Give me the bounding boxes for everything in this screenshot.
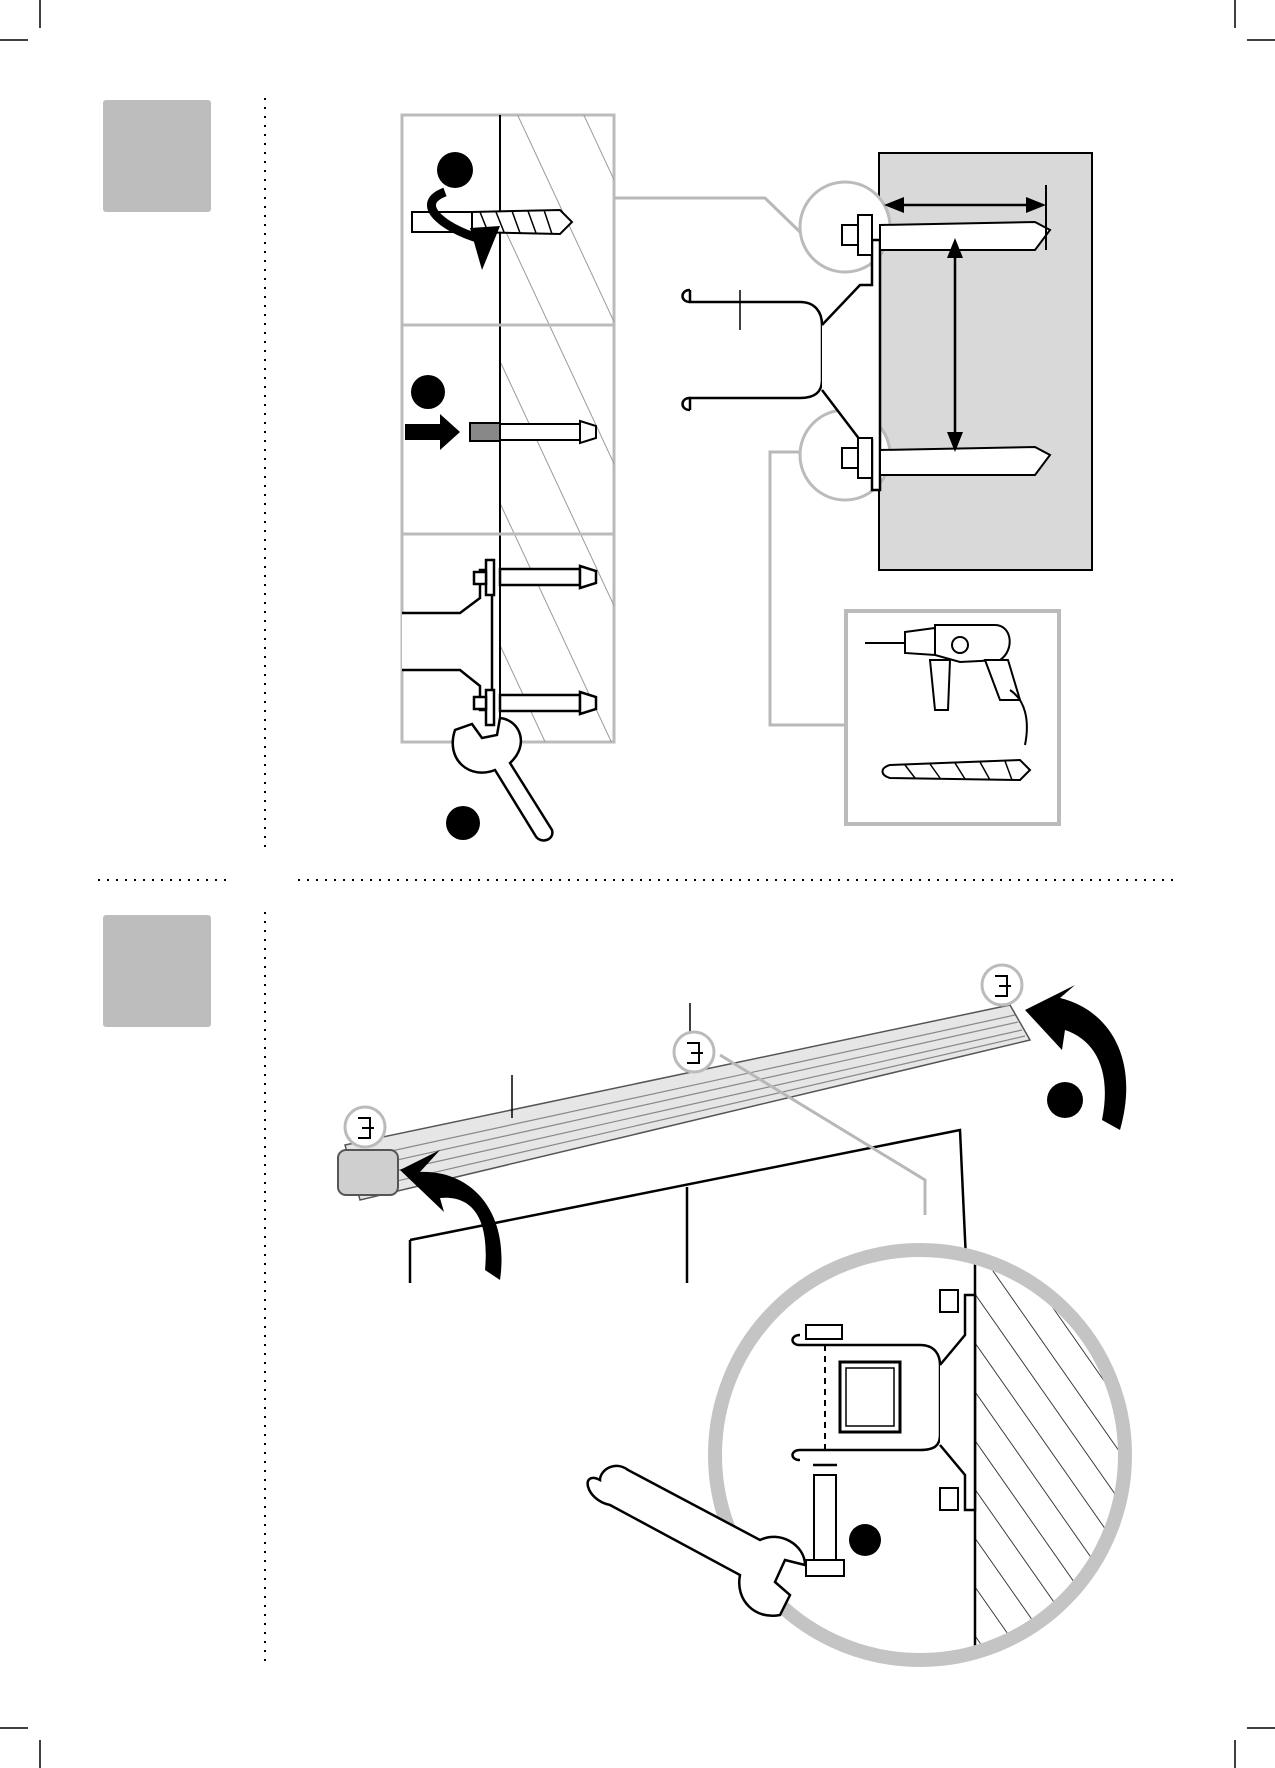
- substep-marker-1: [437, 152, 473, 188]
- substep-marker-2: [411, 375, 445, 409]
- wall-plug-icon: [470, 421, 596, 443]
- zoom-detail: [715, 1240, 1175, 1680]
- substep-marker-3: [446, 806, 480, 840]
- substep-marker-4: [1047, 1082, 1083, 1118]
- step-1-number: [103, 100, 211, 212]
- step-2-number: [103, 915, 211, 1027]
- curtain-rail: [338, 1003, 1030, 1200]
- substep-marker-5: [849, 1524, 881, 1556]
- wall-detail-panel: [683, 153, 1093, 570]
